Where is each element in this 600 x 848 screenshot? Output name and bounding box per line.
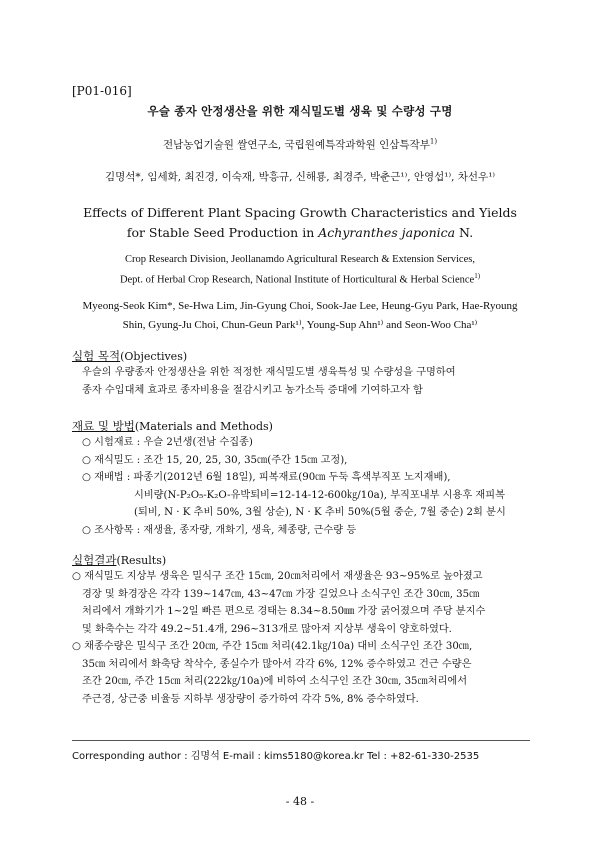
title-english-line1: Effects of Different Plant Spacing Growth Characteristics and Yields	[83, 205, 517, 220]
title-english-line2-prefix: for Stable Seed Production in	[126, 225, 319, 240]
poster-code: [P01-016]	[72, 84, 132, 98]
affiliation-korean	[40, 137, 560, 152]
results-line: 주근경, 상근중 비율등 지하부 생장량이 증가하여 각각 5%, 8% 증수하였다.	[82, 693, 419, 705]
affiliation-english-line2	[40, 268, 560, 289]
objectives-section	[72, 348, 542, 399]
species-name: Achyranthes japonica	[318, 225, 456, 240]
authors-english-line2: Shin, Gyung-Ju Choi, Chun-Geun Park¹⁾, Young-Sup Ahn¹⁾ and Seon-Woo Cha¹⁾	[122, 319, 478, 331]
methods-line: 시비량(N-P₂O₅-K₂O-유박퇴비=12-14-12-600㎏/10a), 부직포내부 시용후 재피복	[134, 489, 505, 501]
results-heading-ko: 실험결과	[72, 553, 117, 567]
affiliation-english	[40, 252, 560, 289]
authors-english	[40, 297, 560, 335]
title-korean: 우슬 종자 안정생산을 위한 재식밀도별 생육 및 수량성 구명	[147, 104, 453, 118]
title-english	[40, 203, 560, 243]
methods-section	[72, 418, 542, 539]
methods-heading-ko: 재료 및 방법	[72, 419, 135, 433]
title-english-line2	[40, 223, 560, 243]
methods-line: ○ 재식밀도 : 조간 15, 20, 25, 30, 35㎝(주간 15㎝ 고정),	[82, 454, 348, 466]
objectives-line: 우슬의 우량종자 안정생산을 위한 적정한 재식밀도별 생육특성 및 수량성을 구명하여	[82, 367, 456, 378]
affiliation-english-line2-text: Dept. of Herbal Crop Research, National Institute of Horticultural & Herbal Science	[119, 274, 475, 286]
objectives-heading-ko: 실험 목적	[72, 349, 121, 363]
affiliation-english-line1: Crop Research Division, Jeollanamdo Agricultural Research & Extension Services,	[125, 254, 475, 265]
results-line: 조간 20㎝, 주간 15㎝ 처리(222㎏/10a)에 비하여 소식구인 조간 30㎝, 35㎝처리에서	[82, 676, 468, 687]
title-english-line2-suffix: N.	[455, 225, 474, 240]
results-line: 경장 및 화경장은 각각 139~147㎝, 43~47㎝ 가장 길었으나 소식구인 조간 30㎝, 35㎝	[82, 588, 480, 600]
objectives-heading-en: (Objectives)	[120, 350, 188, 363]
methods-line: ○ 재배법 : 파종기(2012년 6월 18일), 피복재료(90㎝ 두둑 흑색부직포 노지재배),	[82, 472, 451, 483]
results-line: ○ 채종수량은 밀식구 조간 20㎝, 주간 15㎝ 처리(42.1㎏/10a) 대비 소식구인 조간 30㎝,	[72, 641, 473, 652]
methods-line: (퇴비, N · K 추비 50%, 3월 상순), N · K 추비 50%(5월 중순, 7월 중순) 2회 분시	[134, 507, 506, 518]
results-line: 처리에서 개화기가 1~2일 빠른 편으로 경태는 8.34~8.50㎜ 가장 굵어졌으며 주당 분지수	[82, 606, 486, 617]
affiliation-korean-text: 전남농업기술원 쌀연구소, 국립원예특작과학원 인삼특작부	[162, 139, 430, 151]
results-heading	[72, 552, 542, 568]
affiliation-korean-sup: 1)	[429, 137, 438, 146]
results-section	[72, 552, 542, 708]
objectives-line: 종자 수입대체 효과로 종자비용을 절감시키고 농가소득 증대에 기여하고자 함	[82, 384, 423, 396]
methods-heading	[72, 418, 542, 434]
methods-line: ○ 시험재료 : 우슬 2년생(전남 수집종)	[82, 437, 253, 448]
objectives-heading	[72, 348, 542, 364]
methods-heading-en: (Materials and Methods)	[134, 420, 273, 433]
corresponding-author: Corresponding author : 김명석 E-mail : kims5180@korea.kr Tel : +82-61-330-2535	[72, 751, 480, 762]
affiliation-english-sup: 1)	[474, 272, 481, 280]
results-line: 및 화축수는 각각 49.2~51.4개, 296~313개로 많아져 지상부 생육이 양호하였다.	[82, 623, 452, 635]
methods-line: ○ 조사항목 : 재생율, 종자량, 개화기, 생육, 체종량, 근수량 등	[82, 524, 357, 536]
authors-english-line1: Myeong-Seok Kim*, Se-Hwa Lim, Jin-Gyung Choi, Sook-Jae Lee, Heung-Gyu Park, Hae-Ryoung	[82, 300, 518, 312]
page-number: - 48 -	[285, 795, 315, 808]
results-line: 35㎝ 처리에서 화축당 착삭수, 종실수가 많아서 각각 6%, 12% 증수하였고 건근 수량은	[82, 658, 472, 670]
results-line: ○ 재식밀도 지상부 생육은 밀식구 조간 15㎝, 20㎝처리에서 재생율은 93~95%로 높아졌고	[72, 571, 483, 582]
authors-korean: 김명석*, 임세화, 최진경, 이숙재, 박흥규, 신해룡, 최경주, 박춘근¹⁾, 안영섭¹⁾, 차선우¹⁾	[105, 171, 495, 183]
results-heading-en: (Results)	[116, 554, 167, 567]
footer-divider	[72, 740, 530, 741]
